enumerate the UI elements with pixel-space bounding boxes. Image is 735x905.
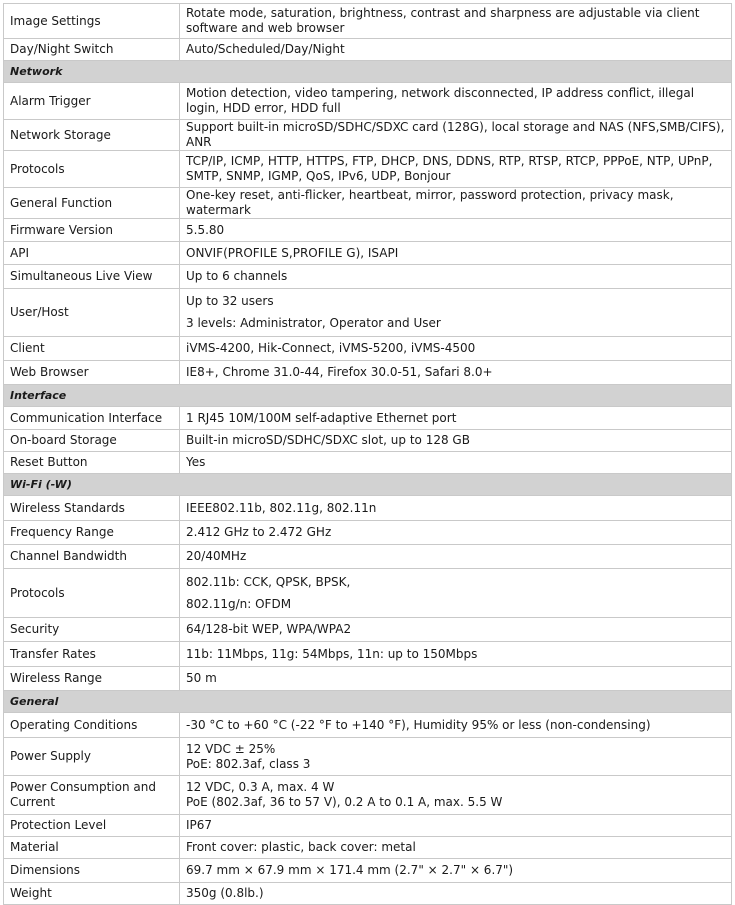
spec-value-line: PoE: 802.3af, class 3 (186, 756, 311, 771)
spec-label: Channel Bandwidth (4, 545, 180, 569)
spec-row (4, 407, 732, 430)
spec-row (4, 120, 732, 151)
spec-row (4, 883, 732, 905)
spec-label: On-board Storage (4, 430, 180, 452)
section-header-row (4, 691, 732, 713)
spec-row (4, 265, 732, 289)
spec-value (180, 642, 732, 667)
spec-label: Client (4, 337, 180, 361)
spec-value-line: 5.5.80 (186, 222, 225, 237)
spec-label: Reset Button (4, 452, 180, 474)
spec-value (180, 361, 732, 385)
spec-label: User/Host (4, 289, 180, 337)
spec-label: Protocols (4, 569, 180, 618)
spec-row (4, 667, 732, 691)
spec-row (4, 452, 732, 474)
spec-label: Wireless Range (4, 667, 180, 691)
spec-label: Protocols (4, 151, 180, 188)
spec-value-line: TCP/IP, ICMP, HTTP, HTTPS, FTP, DHCP, DNS, DDNS, RTP, RTSP, RTCP, PPPoE, NTP, UPnP, SMTP, SNMP, IGMP, QoS, IPv6, UDP, Bonjour (186, 154, 713, 183)
spec-value (180, 618, 732, 642)
spec-value-line: 1 RJ45 10M/100M self-adaptive Ethernet port (186, 410, 457, 425)
spec-row (4, 337, 732, 361)
spec-row (4, 776, 732, 815)
spec-value (180, 496, 732, 521)
spec-row (4, 545, 732, 569)
spec-value-line: -30 °C to +60 °C (-22 °F to +140 °F), Humidity 95% or less (non-condensing) (186, 717, 651, 732)
section-header-row (4, 385, 732, 407)
spec-value-line: Up to 32 users (186, 294, 274, 308)
spec-row (4, 4, 732, 39)
spec-row (4, 39, 732, 61)
spec-row (4, 151, 732, 188)
spec-value-line: IP67 (186, 818, 213, 832)
spec-table-body (4, 4, 732, 905)
spec-value-line: Front cover: plastic, back cover: metal (186, 840, 416, 854)
spec-value-line: 3 levels: Administrator, Operator and User (186, 316, 441, 330)
spec-value-line: Yes (186, 455, 206, 469)
spec-value (180, 430, 732, 452)
spec-value (180, 337, 732, 361)
spec-value-line: 802.11g/n: OFDM (186, 596, 292, 611)
spec-row (4, 430, 732, 452)
spec-row (4, 289, 732, 337)
spec-label: Communication Interface (4, 407, 180, 430)
spec-value (180, 738, 732, 776)
section-title: General (4, 691, 732, 713)
section-title: Wi-Fi (-W) (4, 474, 732, 496)
spec-value-line: IEEE802.11b, 802.11g, 802.11n (186, 500, 377, 515)
section-header-row (4, 61, 732, 83)
spec-row (4, 837, 732, 859)
spec-label: Web Browser (4, 361, 180, 385)
spec-value (180, 776, 732, 815)
spec-value (180, 4, 732, 39)
spec-row (4, 83, 732, 120)
spec-row (4, 219, 732, 242)
spec-value (180, 289, 732, 337)
spec-value-line: 12 VDC ± 25% (186, 741, 276, 756)
spec-row (4, 713, 732, 738)
spec-value-line: Support built-in microSD/SDHC/SDXC card (128G), local storage and NAS (NFS,SMB/CIFS), ANR (186, 120, 725, 149)
section-header-row (4, 474, 732, 496)
spec-label: Power Supply (4, 738, 180, 776)
spec-row (4, 642, 732, 667)
spec-value (180, 39, 732, 61)
spec-label: Frequency Range (4, 521, 180, 545)
spec-row (4, 361, 732, 385)
spec-value (180, 83, 732, 120)
spec-value-line: Auto/Scheduled/Day/Night (186, 42, 345, 56)
spec-label: Firmware Version (4, 219, 180, 242)
spec-label: Day/Night Switch (4, 39, 180, 61)
spec-value (180, 713, 732, 738)
spec-label: Transfer Rates (4, 642, 180, 667)
spec-label: Dimensions (4, 859, 180, 883)
spec-row (4, 496, 732, 521)
spec-value (180, 545, 732, 569)
spec-value-line: 50 m (186, 671, 217, 685)
spec-value (180, 859, 732, 883)
spec-value (180, 265, 732, 289)
spec-label: Simultaneous Live View (4, 265, 180, 289)
spec-label: Weight (4, 883, 180, 905)
spec-value-line: 20/40MHz (186, 549, 247, 563)
spec-value-line: PoE (802.3af, 36 to 57 V), 0.2 A to 0.1 A, max. 5.5 W (186, 795, 503, 809)
spec-label: API (4, 242, 180, 265)
spec-label: Protection Level (4, 815, 180, 837)
spec-label: Material (4, 837, 180, 859)
section-title: Network (4, 61, 732, 83)
spec-value (180, 452, 732, 474)
spec-value (180, 151, 732, 188)
section-title: Interface (4, 385, 732, 407)
spec-value-line: 64/128-bit WEP, WPA/WPA2 (186, 622, 352, 636)
spec-row (4, 242, 732, 265)
spec-value (180, 667, 732, 691)
spec-value (180, 569, 732, 618)
spec-row (4, 569, 732, 618)
spec-label: Power Consumption and Current (4, 776, 180, 815)
spec-table (3, 3, 732, 905)
spec-value (180, 815, 732, 837)
spec-label: Wireless Standards (4, 496, 180, 521)
spec-value-line: IE8+, Chrome 31.0-44, Firefox 30.0-51, Safari 8.0+ (186, 365, 493, 379)
spec-label: Alarm Trigger (4, 83, 180, 120)
spec-value (180, 219, 732, 242)
spec-row (4, 618, 732, 642)
spec-row (4, 521, 732, 545)
spec-value-line: 350g (0.8lb.) (186, 886, 264, 900)
spec-label: Security (4, 618, 180, 642)
spec-label: Network Storage (4, 120, 180, 151)
spec-value-line: Rotate mode, saturation, brightness, contrast and sharpness are adjustable via client software and web browser (186, 6, 700, 35)
spec-value (180, 188, 732, 219)
spec-value-line: 2.412 GHz to 2.472 GHz (186, 525, 332, 539)
spec-value (180, 883, 732, 905)
spec-value-line: Up to 6 channels (186, 269, 288, 283)
spec-value (180, 407, 732, 430)
spec-label: Image Settings (4, 4, 180, 39)
spec-value-line: ONVIF(PROFILE S,PROFILE G), ISAPI (186, 245, 399, 260)
spec-value-line: Built-in microSD/SDHC/SDXC slot, up to 128 GB (186, 433, 470, 447)
spec-value-line: One-key reset, anti-flicker, heartbeat, mirror, password protection, privacy mask, watermark (186, 188, 674, 217)
spec-value-line: iVMS-4200, Hik-Connect, iVMS-5200, iVMS-4500 (186, 341, 476, 355)
spec-label: General Function (4, 188, 180, 219)
spec-row (4, 188, 732, 219)
spec-value-line: 802.11b: CCK, QPSK, BPSK, (186, 574, 351, 589)
spec-value-line: Motion detection, video tampering, network disconnected, IP address conflict, illegal login, HDD error, HDD full (186, 86, 695, 115)
spec-label: Operating Conditions (4, 713, 180, 738)
spec-value-line: 12 VDC, 0.3 A, max. 4 W (186, 780, 335, 794)
spec-value (180, 242, 732, 265)
spec-value (180, 521, 732, 545)
spec-value-line: 69.7 mm × 67.9 mm × 171.4 mm (2.7" × 2.7" × 6.7") (186, 863, 514, 877)
spec-value (180, 120, 732, 151)
spec-row (4, 815, 732, 837)
spec-row (4, 738, 732, 776)
spec-value-line: 11b: 11Mbps, 11g: 54Mbps, 11n: up to 150Mbps (186, 646, 478, 661)
spec-row (4, 859, 732, 883)
spec-value (180, 837, 732, 859)
